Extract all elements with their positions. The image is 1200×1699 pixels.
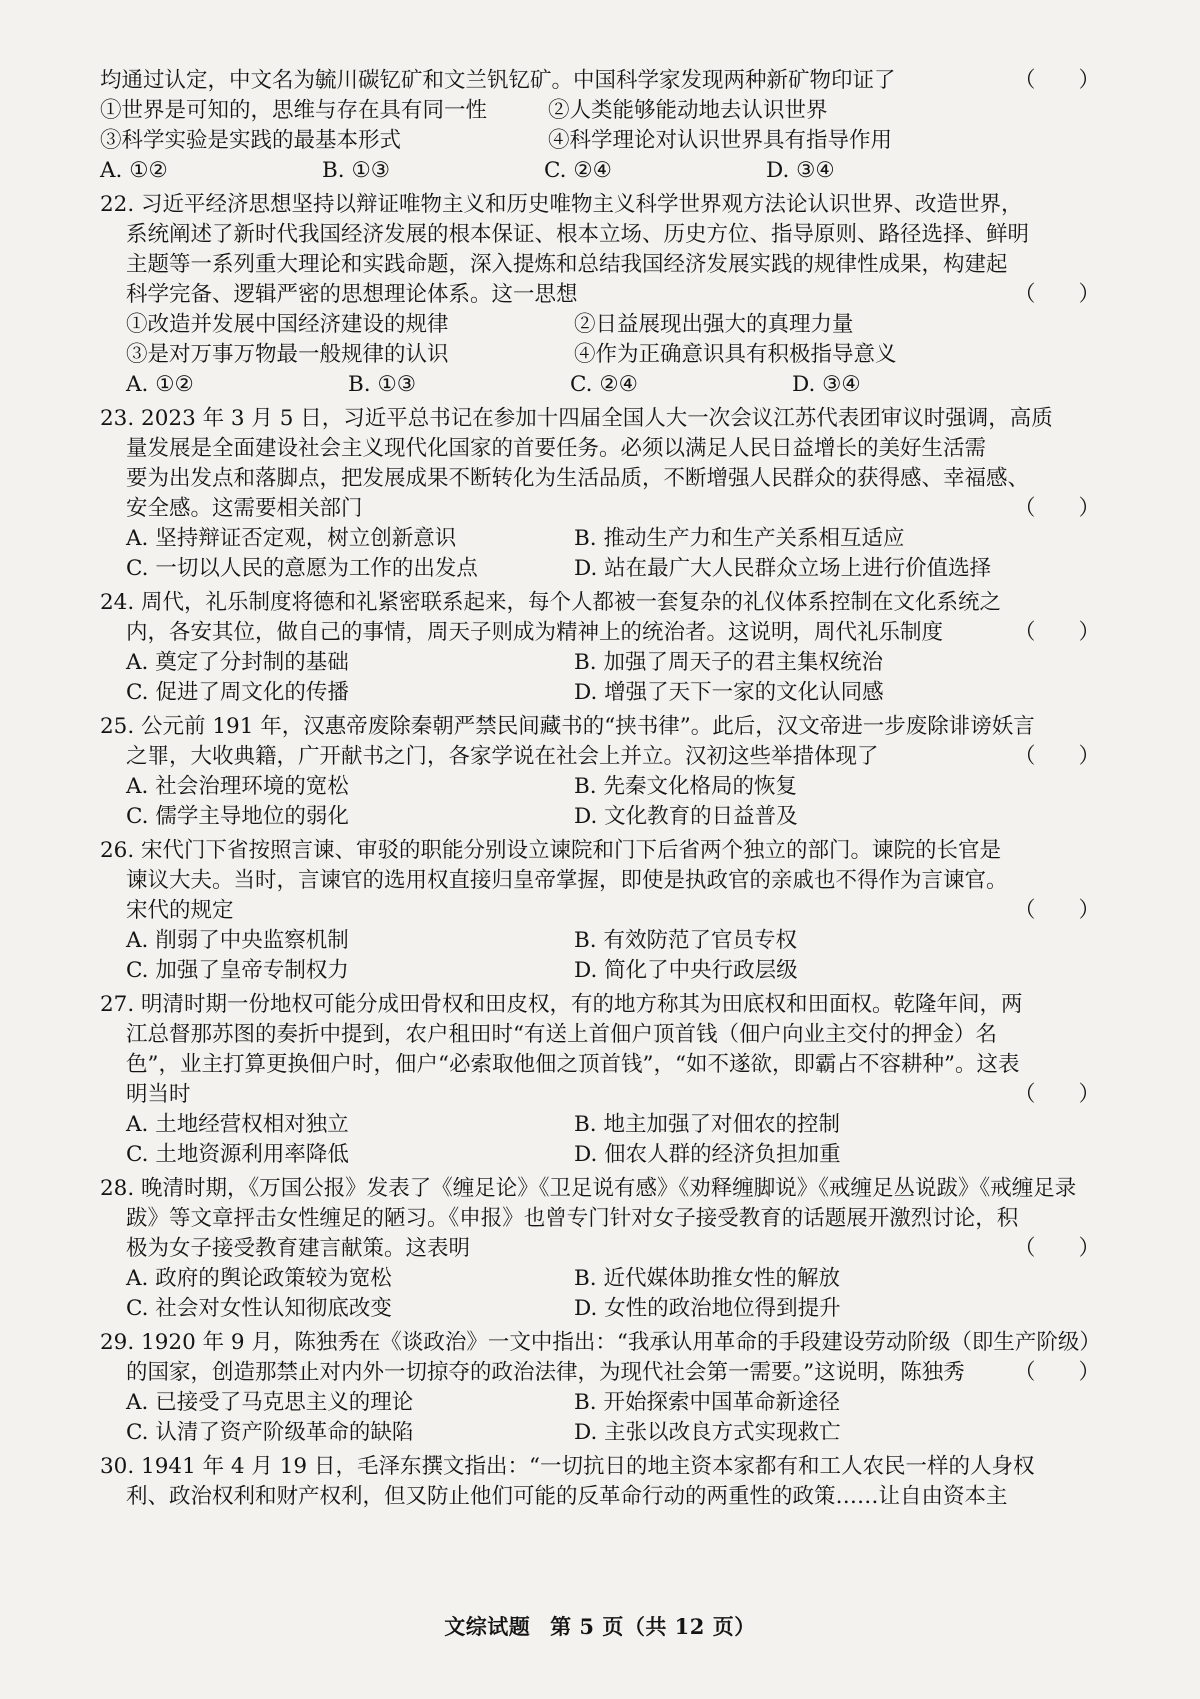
question-25 <box>100 712 1122 832</box>
option-d: D. 女性的政治地位得到提升 <box>574 1296 841 1321</box>
question-30 <box>100 1452 1122 1512</box>
options-row <box>100 1140 1122 1170</box>
footer-page-number: 第 5 页（共 12 页） <box>550 1614 756 1639</box>
option-c: C. 促进了周文化的传播 <box>126 680 349 705</box>
option-d: D. 站在最广大人民群众立场上进行价值选择 <box>574 556 992 581</box>
answer-bracket: （ ） <box>1013 744 1100 769</box>
option-d: D. 佃农人群的经济负担加重 <box>574 1142 841 1167</box>
question-text-line <box>100 66 1122 96</box>
option-d: D. 简化了中央行政层级 <box>574 958 798 983</box>
statement-row <box>100 310 1122 340</box>
option-c: C. ②④ <box>570 372 638 397</box>
option-b: B. 加强了周天子的君主集权统治 <box>574 650 883 675</box>
question-text: 内，各安其位，做自己的事情，周天子则成为精神上的统治者。这说明，周代礼乐制度 <box>126 620 944 645</box>
options-row <box>100 370 1122 400</box>
statement-2: ②日益展现出强大的真理力量 <box>574 312 854 337</box>
question-text: 明当时 <box>126 1082 191 1107</box>
option-b: B. 地主加强了对佃农的控制 <box>574 1112 840 1137</box>
question-26 <box>100 836 1122 986</box>
statement-1: ①改造并发展中国经济建设的规律 <box>126 312 449 337</box>
question-text-line: 江总督那苏图的奏折中提到，农户租田时“有送上首佃户顶首钱（佃户向业主交付的押金）名 <box>126 1022 997 1047</box>
question-text-line: 色”，业主打算更换佃户时，佃户“必索取他佃之顶首钱”，“如不遂欲，即霸占不容耕种”。这表 <box>126 1052 1020 1077</box>
question-text-line: 量发展是全面建设社会主义现代化国家的首要任务。必须以满足人民日益增长的美好生活需 <box>126 436 987 461</box>
statement-3: ③是对万事万物最一般规律的认识 <box>126 342 449 367</box>
options-row <box>100 678 1122 708</box>
option-b: B. 近代媒体助推女性的解放 <box>574 1266 840 1291</box>
answer-bracket: （ ） <box>1013 68 1100 93</box>
option-a: A. 奠定了分封制的基础 <box>126 650 349 675</box>
options-row <box>100 956 1122 986</box>
question-text-line: 28. 晚清时期，《万国公报》发表了《缠足论》《卫足说有感》《劝释缠脚说》《戒缠足丛说跋》《戒缠足录 <box>100 1176 1077 1201</box>
question-text: 均通过认定，中文名为毓川碳钇矿和文兰钒钇矿。中国科学家发现两种新矿物印证了 <box>100 68 896 93</box>
option-a: A. 坚持辩证否定观，树立创新意识 <box>126 526 457 551</box>
option-d: D. 文化教育的日益普及 <box>574 804 798 829</box>
options-row <box>100 524 1122 554</box>
question-text-line <box>100 1080 1122 1110</box>
options-row <box>100 1388 1122 1418</box>
footer-subject: 文综试题 <box>444 1614 531 1639</box>
question-text: 的国家，创造那禁止对内外一切掠夺的政治法律，为现代社会第一需要。”这说明，陈独秀 <box>126 1360 965 1385</box>
question-text: 安全感。这需要相关部门 <box>126 496 363 521</box>
option-a: A. 政府的舆论政策较为宽松 <box>126 1266 392 1291</box>
page-footer <box>0 1611 1200 1641</box>
options-row <box>100 648 1122 678</box>
options-row <box>100 156 1122 186</box>
option-d: D. 增强了天下一家的文化认同感 <box>574 680 884 705</box>
question-text-line: 系统阐述了新时代我国经济发展的根本保证、根本立场、历史方位、指导原则、路径选择、鲜明 <box>126 222 1030 247</box>
question-text: 科学完备、逻辑严密的思想理论体系。这一思想 <box>126 282 578 307</box>
question-23 <box>100 404 1122 584</box>
question-text-line <box>100 1234 1122 1264</box>
statement-2: ②人类能够能动地去认识世界 <box>548 98 828 123</box>
option-c: C. 儒学主导地位的弱化 <box>126 804 349 829</box>
question-24 <box>100 588 1122 708</box>
question-text-line: 27. 明清时期一份地权可能分成田骨权和田皮权，有的地方称其为田底权和田面权。乾隆年间，两 <box>100 992 1023 1017</box>
options-row <box>100 1418 1122 1448</box>
question-text-line: 要为出发点和落脚点，把发展成果不断转化为生活品质，不断增强人民群众的获得感、幸福感、 <box>126 466 1030 491</box>
options-row <box>100 772 1122 802</box>
answer-bracket: （ ） <box>1013 496 1100 521</box>
option-a: A. ①② <box>126 372 194 397</box>
question-text: 宋代的规定 <box>126 898 234 923</box>
option-b: B. ①③ <box>348 372 417 397</box>
question-text-line: 29. 1920 年 9 月，陈独秀在《谈政治》一文中指出：“我承认用革命的手段建设劳动阶级（即生产阶级） <box>100 1330 1101 1355</box>
option-a: A. 土地经营权相对独立 <box>126 1112 349 1137</box>
option-b: B. 先秦文化格局的恢复 <box>574 774 797 799</box>
question-text: 之罪，大收典籍，广开献书之门，各家学说在社会上并立。汉初这些举措体现了 <box>126 744 879 769</box>
statement-4: ④作为正确意识具有积极指导意义 <box>574 342 897 367</box>
answer-bracket: （ ） <box>1013 1236 1100 1261</box>
question-text-line: 利、政治权利和财产权利，但又防止他们可能的反革命行动的两重性的政策……让自由资本主 <box>126 1484 1008 1509</box>
statement-row <box>100 96 1122 126</box>
options-row <box>100 802 1122 832</box>
question-text-line <box>100 1358 1122 1388</box>
statement-row <box>100 126 1122 156</box>
question-21 <box>100 66 1122 186</box>
options-row <box>100 1264 1122 1294</box>
question-27 <box>100 990 1122 1170</box>
option-d: D. 主张以改良方式实现救亡 <box>574 1420 841 1445</box>
question-text-line: 22. 习近平经济思想坚持以辩证唯物主义和历史唯物主义科学世界观方法论认识世界、改造世界， <box>100 192 1023 217</box>
question-text-line: 谏议大夫。当时，言谏官的选用权直接归皇帝掌握，即使是执政官的亲戚也不得作为言谏官。 <box>126 868 1008 893</box>
question-text-line: 23. 2023 年 3 月 5 日，习近平总书记在参加十四届全国人大一次会议江苏代表团审议时强调，高质 <box>100 406 1053 431</box>
options-row <box>100 1110 1122 1140</box>
option-b: B. 推动生产力和生产关系相互适应 <box>574 526 905 551</box>
option-c: C. 社会对女性认知彻底改变 <box>126 1296 392 1321</box>
question-text-line: 主题等一系列重大理论和实践命题，深入提炼和总结我国经济发展实践的规律性成果，构建起 <box>126 252 1008 277</box>
statement-1: ①世界是可知的，思维与存在具有同一性 <box>100 98 488 123</box>
option-b: B. ①③ <box>322 158 391 183</box>
question-text-line: 26. 宋代门下省按照言谏、审驳的职能分别设立谏院和门下后省两个独立的部门。谏院的长官是 <box>100 838 1002 863</box>
question-text-line <box>100 280 1122 310</box>
question-text-line: 30. 1941 年 4 月 19 日，毛泽东撰文指出：“一切抗日的地主资本家都有和工人农民一样的人身权 <box>100 1454 1035 1479</box>
option-d: D. ③④ <box>792 372 861 397</box>
question-text-line <box>100 618 1122 648</box>
statement-row <box>100 340 1122 370</box>
option-d: D. ③④ <box>766 158 835 183</box>
question-text-line <box>100 742 1122 772</box>
option-a: A. 削弱了中央监察机制 <box>126 928 349 953</box>
option-c: C. ②④ <box>544 158 612 183</box>
answer-bracket: （ ） <box>1013 898 1100 923</box>
options-row <box>100 554 1122 584</box>
option-c: C. 土地资源利用率降低 <box>126 1142 349 1167</box>
options-row <box>100 1294 1122 1324</box>
question-text-line <box>100 896 1122 926</box>
statement-3: ③科学实验是实践的最基本形式 <box>100 128 402 153</box>
question-text-line <box>100 494 1122 524</box>
answer-bracket: （ ） <box>1013 1360 1100 1385</box>
option-b: B. 开始探索中国革命新途径 <box>574 1390 840 1415</box>
question-22 <box>100 190 1122 400</box>
answer-bracket: （ ） <box>1013 1082 1100 1107</box>
option-c: C. 加强了皇帝专制权力 <box>126 958 349 983</box>
options-row <box>100 926 1122 956</box>
question-28 <box>100 1174 1122 1324</box>
option-c: C. 一切以人民的意愿为工作的出发点 <box>126 556 478 581</box>
question-29 <box>100 1328 1122 1448</box>
question-text-line: 24. 周代，礼乐制度将德和礼紧密联系起来，每个人都被一套复杂的礼仪体系控制在文化系统之 <box>100 590 1002 615</box>
question-text: 极为女子接受教育建言献策。这表明 <box>126 1236 471 1261</box>
option-a: A. ①② <box>100 158 168 183</box>
option-a: A. 已接受了马克思主义的理论 <box>126 1390 414 1415</box>
option-b: B. 有效防范了官员专权 <box>574 928 797 953</box>
answer-bracket: （ ） <box>1013 620 1100 645</box>
answer-bracket: （ ） <box>1013 282 1100 307</box>
statement-4: ④科学理论对认识世界具有指导作用 <box>548 128 893 153</box>
question-text-line: 跋》等文章抨击女性缠足的陋习。《申报》也曾专门针对女子接受教育的话题展开激烈讨论，积 <box>126 1206 1019 1231</box>
option-c: C. 认清了资产阶级革命的缺陷 <box>126 1420 414 1445</box>
option-a: A. 社会治理环境的宽松 <box>126 774 349 799</box>
question-text-line: 25. 公元前 191 年，汉惠帝废除秦朝严禁民间藏书的“挟书律”。此后，汉文帝进一步废除诽谤妖言 <box>100 714 1035 739</box>
